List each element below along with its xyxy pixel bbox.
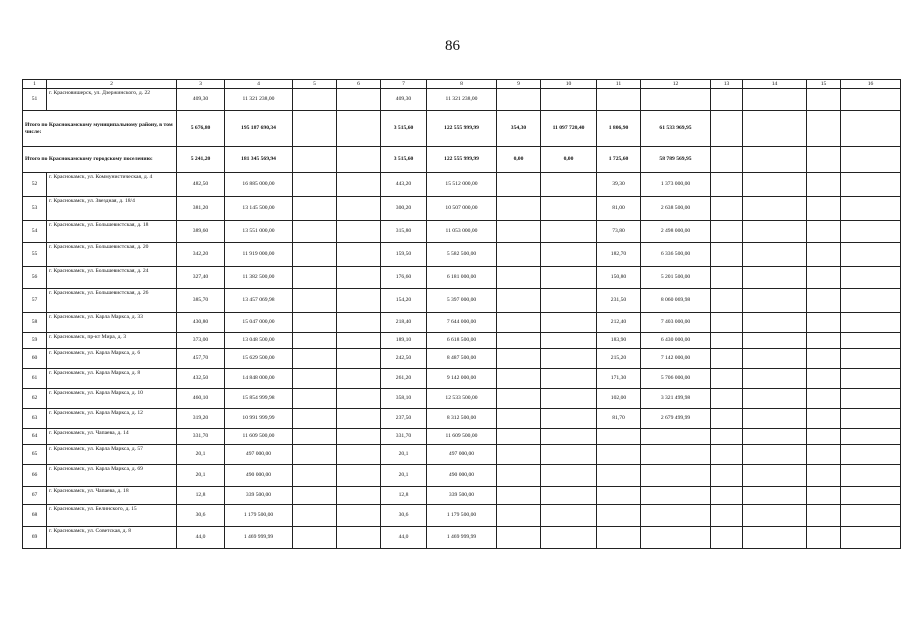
page-number: 86 [445, 38, 460, 54]
table-row [23, 505, 901, 527]
table-row [23, 89, 901, 111]
table-row [23, 313, 901, 333]
column-number: 10 [541, 80, 597, 89]
cost-col12: 5 706 000,00 [641, 369, 711, 389]
cost-col12 [641, 487, 711, 505]
address-cell: г. Краснокамск, ул. Карла Маркса, д. 57 [47, 445, 177, 465]
address-cell: г. Краснокамск, ул. Звездная, д. 18/4 [47, 197, 177, 221]
total-col12: 61 533 969,95 [641, 111, 711, 147]
cost-col8: 11 321 238,00 [427, 89, 497, 111]
row-number: 55 [23, 243, 47, 267]
total-area: 5 241,20 [177, 147, 225, 173]
address-cell: г. Краснокамск, ул. Карла Маркса, д. 69 [47, 465, 177, 487]
column-number: 6 [337, 80, 381, 89]
total-col9: 354,30 [497, 111, 541, 147]
total-col8: 122 555 999,99 [427, 111, 497, 147]
table-row [23, 445, 901, 465]
area-col11: 150,80 [597, 267, 641, 289]
column-number: 13 [711, 80, 743, 89]
column-number: 8 [427, 80, 497, 89]
cost-col12: 3 321 499,98 [641, 389, 711, 409]
total-cost: 181 345 569,94 [225, 147, 293, 173]
address-cell: г. Краснокамск, ул. Карла Маркса, д. 12 [47, 409, 177, 429]
row-number: 52 [23, 173, 47, 197]
row-number: 67 [23, 487, 47, 505]
row-number: 56 [23, 267, 47, 289]
cost-col8: 5 582 500,00 [427, 243, 497, 267]
column-number: 12 [641, 80, 711, 89]
area-col7: 218,40 [381, 313, 427, 333]
table-row [23, 243, 901, 267]
cost-col8: 490 000,00 [427, 465, 497, 487]
area-col11: 73,80 [597, 221, 641, 243]
address-cell: г. Красновишерск, ул. Дзержинского, д. 22 [47, 89, 177, 111]
area-col11: 39,30 [597, 173, 641, 197]
cost-total: 15 629 500,00 [225, 349, 293, 369]
table-row [23, 465, 901, 487]
cost-total: 11 919 000,00 [225, 243, 293, 267]
area-col11 [597, 445, 641, 465]
cost-col8: 10 507 000,00 [427, 197, 497, 221]
column-number: 5 [293, 80, 337, 89]
cost-total: 497 000,00 [225, 445, 293, 465]
table-row [23, 349, 901, 369]
area-col7: 315,80 [381, 221, 427, 243]
area-col11: 102,00 [597, 389, 641, 409]
area-total: 319,20 [177, 409, 225, 429]
address-cell: г. Краснокамск, пр-кт Мира, д. 3 [47, 333, 177, 349]
cost-col8: 9 142 000,00 [427, 369, 497, 389]
area-col11 [597, 527, 641, 549]
cost-col12: 7 142 000,00 [641, 349, 711, 369]
cost-col12: 1 373 000,00 [641, 173, 711, 197]
area-col7: 237,50 [381, 409, 427, 429]
address-cell: г. Краснокамск, ул. Коммунистическая, д. 4 [47, 173, 177, 197]
row-number: 51 [23, 89, 47, 111]
cost-total: 11 321 238,00 [225, 89, 293, 111]
table-row [23, 333, 901, 349]
table-row [23, 487, 901, 505]
area-total: 20,1 [177, 465, 225, 487]
area-col7: 159,50 [381, 243, 427, 267]
row-number: 62 [23, 389, 47, 409]
area-col11: 215,20 [597, 349, 641, 369]
cost-total: 15 047 000,00 [225, 313, 293, 333]
cost-total: 490 000,00 [225, 465, 293, 487]
cost-col12 [641, 465, 711, 487]
cost-col8: 339 500,00 [427, 487, 497, 505]
area-total: 331,70 [177, 429, 225, 445]
address-cell: г. Краснокамск, ул. Чапаева, д. 18 [47, 487, 177, 505]
total-col12: 58 789 569,95 [641, 147, 711, 173]
area-col11 [597, 429, 641, 445]
area-total: 327,40 [177, 267, 225, 289]
total-row-settlement [23, 147, 901, 173]
cost-total: 1 469 999,99 [225, 527, 293, 549]
cost-col12 [641, 445, 711, 465]
column-number: 15 [807, 80, 841, 89]
cost-col12: 2 679 499,99 [641, 409, 711, 429]
table-row [23, 369, 901, 389]
cost-col8: 15 512 000,00 [427, 173, 497, 197]
row-number: 66 [23, 465, 47, 487]
table-row [23, 267, 901, 289]
area-col7: 20,1 [381, 465, 427, 487]
area-total: 373,00 [177, 333, 225, 349]
address-cell: г. Краснокамск, ул. Чапаева, д. 14 [47, 429, 177, 445]
total-col10: 11 097 720,40 [541, 111, 597, 147]
area-col11: 81,70 [597, 409, 641, 429]
cost-col8: 6 618 500,00 [427, 333, 497, 349]
cost-total: 14 848 000,00 [225, 369, 293, 389]
address-cell: г. Краснокамск, ул. Карла Маркса, д. 8 [47, 369, 177, 389]
table-row [23, 289, 901, 313]
row-number: 58 [23, 313, 47, 333]
row-number: 65 [23, 445, 47, 465]
row-number: 64 [23, 429, 47, 445]
cost-col8: 1 179 500,00 [427, 505, 497, 527]
total-cost: 195 187 690,34 [225, 111, 293, 147]
area-col7: 176,60 [381, 267, 427, 289]
address-cell: г. Краснокамск, ул. Большевистская, д. 20 [47, 243, 177, 267]
column-number: 3 [177, 80, 225, 89]
total-col11: 1 725,60 [597, 147, 641, 173]
row-number: 54 [23, 221, 47, 243]
area-col7: 261,20 [381, 369, 427, 389]
area-total: 12,8 [177, 487, 225, 505]
row-number: 59 [23, 333, 47, 349]
cost-total: 13 457 069,98 [225, 289, 293, 313]
area-col7: 443,20 [381, 173, 427, 197]
cost-col12: 7 403 000,00 [641, 313, 711, 333]
row-number: 60 [23, 349, 47, 369]
area-total: 409,30 [177, 89, 225, 111]
address-cell: г. Краснокамск, ул. Белинского, д. 15 [47, 505, 177, 527]
area-col7: 409,30 [381, 89, 427, 111]
cost-total: 339 500,00 [225, 487, 293, 505]
cost-col12: 5 201 500,00 [641, 267, 711, 289]
total-label: Итого по Краснокамскому муниципальному району, в том числе: [23, 111, 177, 147]
address-cell: г. Краснокамск, ул. Большевистская, д. 24 [47, 267, 177, 289]
address-cell: г. Краснокамск, ул. Большевистская, д. 26 [47, 289, 177, 313]
area-col11: 212,40 [597, 313, 641, 333]
row-number: 69 [23, 527, 47, 549]
row-number: 61 [23, 369, 47, 389]
area-col7: 12,8 [381, 487, 427, 505]
column-number: 16 [841, 80, 901, 89]
column-number: 4 [225, 80, 293, 89]
total-row-district [23, 111, 901, 147]
row-number: 68 [23, 505, 47, 527]
total-col10: 0,00 [541, 147, 597, 173]
area-col7: 30,6 [381, 505, 427, 527]
total-col7: 3 515,60 [381, 111, 427, 147]
total-area: 5 676,80 [177, 111, 225, 147]
cost-col12 [641, 527, 711, 549]
cost-col12: 6 336 500,00 [641, 243, 711, 267]
address-cell: г. Краснокамск, ул. Карла Маркса, д. 10 [47, 389, 177, 409]
area-col7: 44,0 [381, 527, 427, 549]
area-col11 [597, 487, 641, 505]
area-total: 30,6 [177, 505, 225, 527]
cost-col8: 12 533 500,00 [427, 389, 497, 409]
area-col11 [597, 465, 641, 487]
area-col7: 300,20 [381, 197, 427, 221]
address-cell: г. Краснокамск, ул. Карла Маркса, д. 6 [47, 349, 177, 369]
area-total: 44,0 [177, 527, 225, 549]
cost-col12 [641, 429, 711, 445]
total-label: Итого по Краснокамскому городскому поселению: [23, 147, 177, 173]
cost-col8: 8 487 500,00 [427, 349, 497, 369]
cost-col8: 497 000,00 [427, 445, 497, 465]
area-col7: 242,50 [381, 349, 427, 369]
cost-total: 13 048 500,00 [225, 333, 293, 349]
row-number: 53 [23, 197, 47, 221]
table-row [23, 221, 901, 243]
table-row [23, 429, 901, 445]
table-row [23, 409, 901, 429]
column-number: 2 [47, 80, 177, 89]
area-col11: 231,50 [597, 289, 641, 313]
cost-col8: 8 312 500,00 [427, 409, 497, 429]
column-number: 9 [497, 80, 541, 89]
address-cell: г. Краснокамск, ул. Карла Маркса, д. 33 [47, 313, 177, 333]
area-total: 482,50 [177, 173, 225, 197]
column-number: 14 [743, 80, 807, 89]
area-col11: 171,30 [597, 369, 641, 389]
row-number: 57 [23, 289, 47, 313]
cost-col12 [641, 505, 711, 527]
table-row [23, 527, 901, 549]
area-col11: 182,70 [597, 243, 641, 267]
area-col7: 189,10 [381, 333, 427, 349]
area-col7: 358,10 [381, 389, 427, 409]
area-col11: 81,00 [597, 197, 641, 221]
cost-col8: 1 469 999,99 [427, 527, 497, 549]
cost-col8: 11 053 000,00 [427, 221, 497, 243]
table-row [23, 389, 901, 409]
area-total: 342,20 [177, 243, 225, 267]
cost-col12: 6 430 000,00 [641, 333, 711, 349]
cost-total: 10 991 999,99 [225, 409, 293, 429]
cost-col8: 5 397 000,00 [427, 289, 497, 313]
cost-total: 13 145 500,00 [225, 197, 293, 221]
area-total: 432,50 [177, 369, 225, 389]
total-col9: 0,00 [497, 147, 541, 173]
column-number: 11 [597, 80, 641, 89]
total-col11: 1 806,90 [597, 111, 641, 147]
column-number: 1 [23, 80, 47, 89]
housing-program-table [22, 79, 901, 549]
column-number-header [23, 80, 901, 89]
area-col7: 331,70 [381, 429, 427, 445]
address-cell: г. Краснокамск, ул. Большевистская, д. 18 [47, 221, 177, 243]
table-row [23, 173, 901, 197]
total-col7: 3 515,60 [381, 147, 427, 173]
cost-col12: 2 498 000,00 [641, 221, 711, 243]
cost-col12: 8 060 069,98 [641, 289, 711, 313]
cost-total: 15 854 999,98 [225, 389, 293, 409]
area-col7: 154,20 [381, 289, 427, 313]
cost-total: 16 885 000,00 [225, 173, 293, 197]
area-col11 [597, 505, 641, 527]
area-total: 381,20 [177, 197, 225, 221]
cost-total: 11 382 500,00 [225, 267, 293, 289]
area-total: 389,60 [177, 221, 225, 243]
table-row [23, 197, 901, 221]
cost-col12: 2 638 500,00 [641, 197, 711, 221]
area-total: 460,10 [177, 389, 225, 409]
cost-col8: 7 644 000,00 [427, 313, 497, 333]
area-total: 385,70 [177, 289, 225, 313]
area-total: 457,70 [177, 349, 225, 369]
cost-total: 11 609 500,00 [225, 429, 293, 445]
column-number: 7 [381, 80, 427, 89]
area-col11: 183,90 [597, 333, 641, 349]
cost-col8: 11 609 500,00 [427, 429, 497, 445]
area-total: 20,1 [177, 445, 225, 465]
cost-col8: 6 181 000,00 [427, 267, 497, 289]
area-col7: 20,1 [381, 445, 427, 465]
address-cell: г. Краснокамск, ул. Советская, д. 8 [47, 527, 177, 549]
row-number: 63 [23, 409, 47, 429]
cost-total: 13 551 000,00 [225, 221, 293, 243]
area-total: 430,80 [177, 313, 225, 333]
total-col8: 122 555 999,99 [427, 147, 497, 173]
cost-total: 1 179 500,00 [225, 505, 293, 527]
